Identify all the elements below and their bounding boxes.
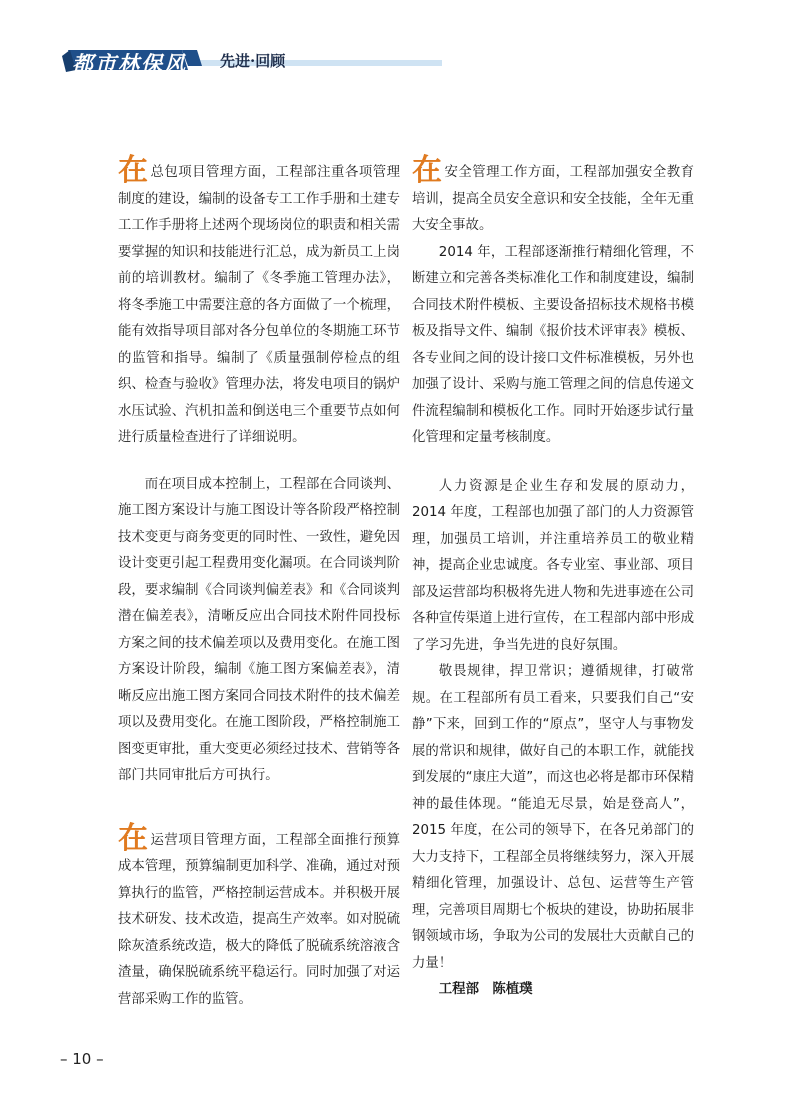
page-number: – 10 – [60, 1050, 104, 1068]
paragraph [118, 820, 401, 1014]
paragraph: 2014 年，工程部逐渐推行精细化管理，不断建立和完善各类标准化工作和制度建设，编制合同技术附件模板、主要设备招标技术规格书模板及指导文件、编制《报价技术评审表》模板、各专业间之间的设计接口文件标准模板，另外也加强了设计、采购与施工管理之间的信息传递文件流程编制和模板化工作。同时开始逐步试行量化管理和定量考核制度。 [412, 244, 694, 445]
page-header [0, 0, 800, 90]
paragraph [412, 153, 695, 240]
drop-cap: 在 [412, 153, 443, 188]
paragraph: 而在项目成本控制上，工程部在合同谈判、施工图方案设计与施工图设计等各阶段严格控制技术变更与商务变更的同时性、一致性，避免因设计变更引起工程费用变化漏项。在合同谈判阶段，要求编制《合同谈判偏差表》和《合同谈判潜在偏差表》，清晰反应出合同技术附件同投标方案之间的技术偏差项以及费用变化。在施工图方案设计阶段，编制《施工图方案偏差表》，清晰反应出施工图方案同合同技术附件的技术偏差项以及费用变化。在施工图阶段，严格控制施工图变更审批，重大变更必须经过技术、营销等各部门共同审批后方可执行。 [118, 476, 400, 783]
paragraph: 人力资源是企业生存和发展的原动力，2014 年度，工程部也加强了部门的人力资源管理，加强员工培训，并注重培养员工的敬业精神，提高企业忠诚度。各专业室、事业部、项目部及运营部均积极将先进人物和先进事迹在公司各种宣传渠道上进行宣传，在工程部内部中形成了学习先进，争当先进的良好氛围。 [412, 478, 694, 653]
section-title: 先进·回顾 [220, 52, 286, 70]
paragraph [118, 153, 401, 452]
right-column [412, 153, 695, 1004]
left-column [118, 153, 401, 1013]
paragraph-text: 安全管理工作方面，工程部加强安全教育培训，提高全员安全意识和安全技能，全年无重大安全事故。 [412, 165, 695, 233]
paragraph-text: 运营项目管理方面，工程部全面推行预算成本管理，预算编制更加科学、准确，通过对预算执行的监管，严格控制运营成本。并积极开展技术研发、技术改造，提高生产效率。如对脱硫除灰渣系统改造，极大的降低了脱硫系统溶液含渣量，确保脱硫系统平稳运行。同时加强了对运营部采购工作的监管。 [118, 832, 401, 1007]
paragraph-text: 总包项目管理方面，工程部注重各项管理制度的建设，编制的设备专工工作手册和土建专工工作手册将上述两个现场岗位的职责和相关需要掌握的知识和技能进行汇总，成为新员工上岗前的培训教材。编制了《冬季施工管理办法》，将冬季施工中需要注意的各方面做了一个梳理，能有效指导项目部对各分包单位的冬期施工环节的监管和指导。编制了《质量强制停检点的组织、检查与验收》管理办法，将发电项目的锅炉水压试验、汽机扣盖和倒送电三个重要节点如何进行质量检查进行了详细说明。 [118, 165, 401, 445]
paragraph: 敬畏规律，捍卫常识；遵循规律，打破常规。在工程部所有员工看来，只要我们自己“安静”下来，回到工作的“原点”，坚守人与事物发展的常识和规律，做好自己的本职工作，就能找到发展的“康庄大道”，而这也必将是都市环保精神的最佳体现。“能追无尽景，始是登高人”，2015 年度，在公司的领导下，在各兄弟部门的大力支持下，工程部全员将继续努力，深入开展精细化管理，加强设计、总包、运营等生产管理，完善项目周期七个板块的建设，协助拓展非钢领域市场，争取为公司的发展壮大贡献自己的力量！ [412, 664, 694, 971]
drop-cap: 在 [118, 153, 149, 188]
magazine-logo: 都市林保风 [72, 51, 187, 76]
drop-cap: 在 [118, 820, 149, 856]
author-signature: 工程部 陈植璞 [438, 982, 533, 997]
